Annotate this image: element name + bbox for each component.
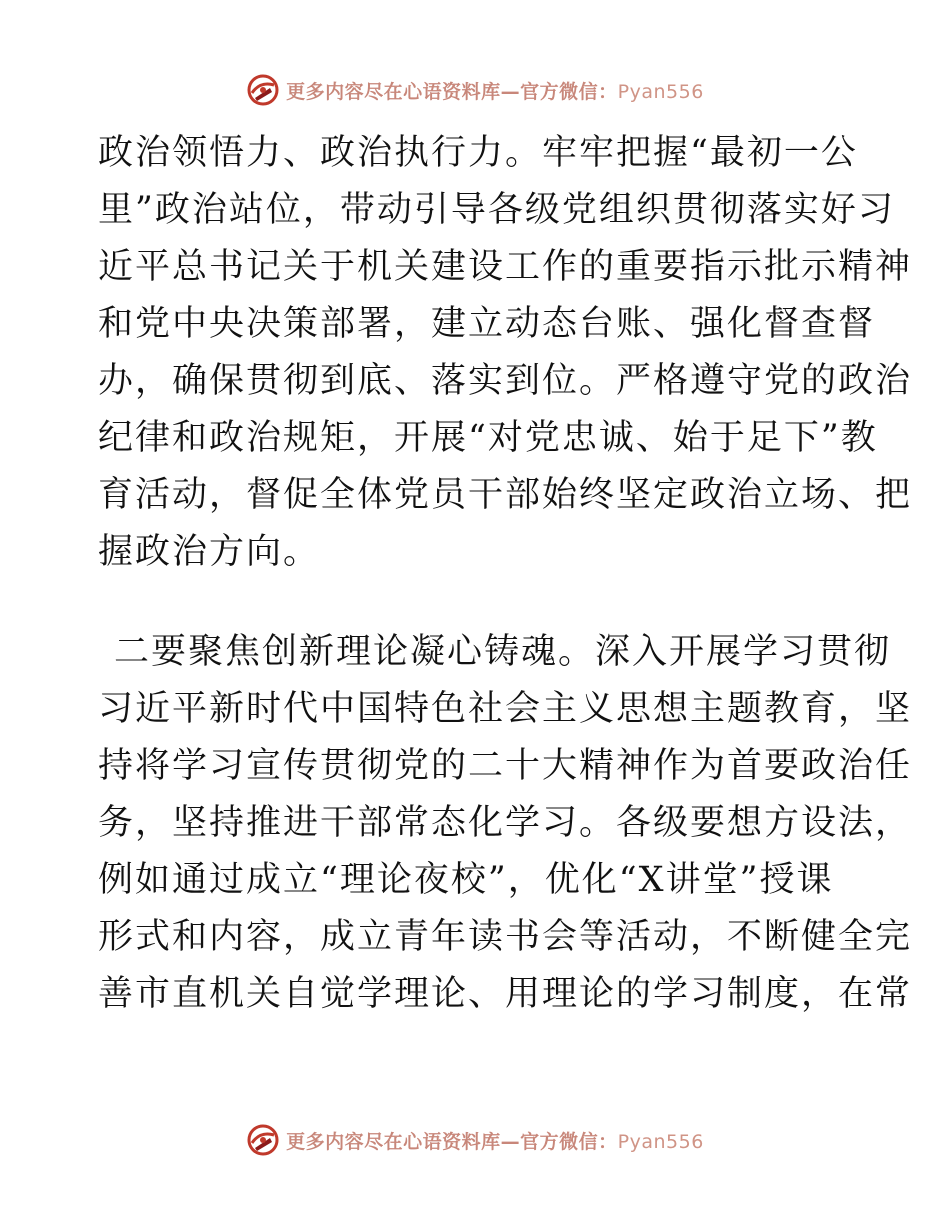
header-text: 更多内容尽在心语资料库—官方微信： (286, 80, 618, 103)
text-line: 持将学习宣传贯彻党的二十大精神作为首要政治任 (98, 746, 913, 786)
header-wechat-id: Pyan556 (617, 80, 704, 103)
text-line: 政治领悟力、政治执行力。牢牢把握“最初一公 (98, 133, 858, 173)
text-line: 例如通过成立“理论夜校”，优化“X讲堂”授课 (98, 860, 834, 900)
footer-watermark (0, 1120, 950, 1160)
header-watermark (0, 70, 950, 110)
footer-text: 更多内容尽在心语资料库—官方微信： (286, 1130, 618, 1153)
text-line: 办，确保贯彻到底、落实到位。严格遵守党的政治 (98, 361, 913, 401)
text-line: 务，坚持推进干部常态化学习。各级要想方设法， (98, 803, 913, 843)
text-line: 二要聚焦创新理论凝心铸魂。深入开展学习贯彻 (114, 632, 892, 672)
document-body (98, 125, 913, 1023)
text-line: 和党中央决策部署，建立动态台账、强化督查督 (98, 304, 876, 344)
text-line: 纪律和政治规矩，开展“对党忠诚、始于足下”教 (98, 418, 878, 458)
text-line: 形式和内容，成立青年读书会等活动，不断健全完 (98, 917, 913, 957)
text-line: 握政治方向。 (98, 532, 321, 572)
text-line: 里”政治站位，带动引导各级党组织贯彻落实好习 (98, 190, 895, 230)
text-line: 育活动，督促全体党员干部始终坚定政治立场、把 (98, 475, 913, 515)
text-line: 习近平新时代中国特色社会主义思想主题教育，坚 (98, 689, 913, 729)
paragraph-2 (98, 624, 913, 1023)
logo-icon (246, 73, 280, 107)
text-line: 善市直机关自觉学理论、用理论的学习制度，在常 (98, 974, 913, 1014)
paragraph-1 (98, 125, 913, 581)
logo-icon (246, 1123, 280, 1157)
text-line: 近平总书记关于机关建设工作的重要指示批示精神 (98, 247, 913, 287)
footer-wechat-id: Pyan556 (617, 1130, 704, 1153)
